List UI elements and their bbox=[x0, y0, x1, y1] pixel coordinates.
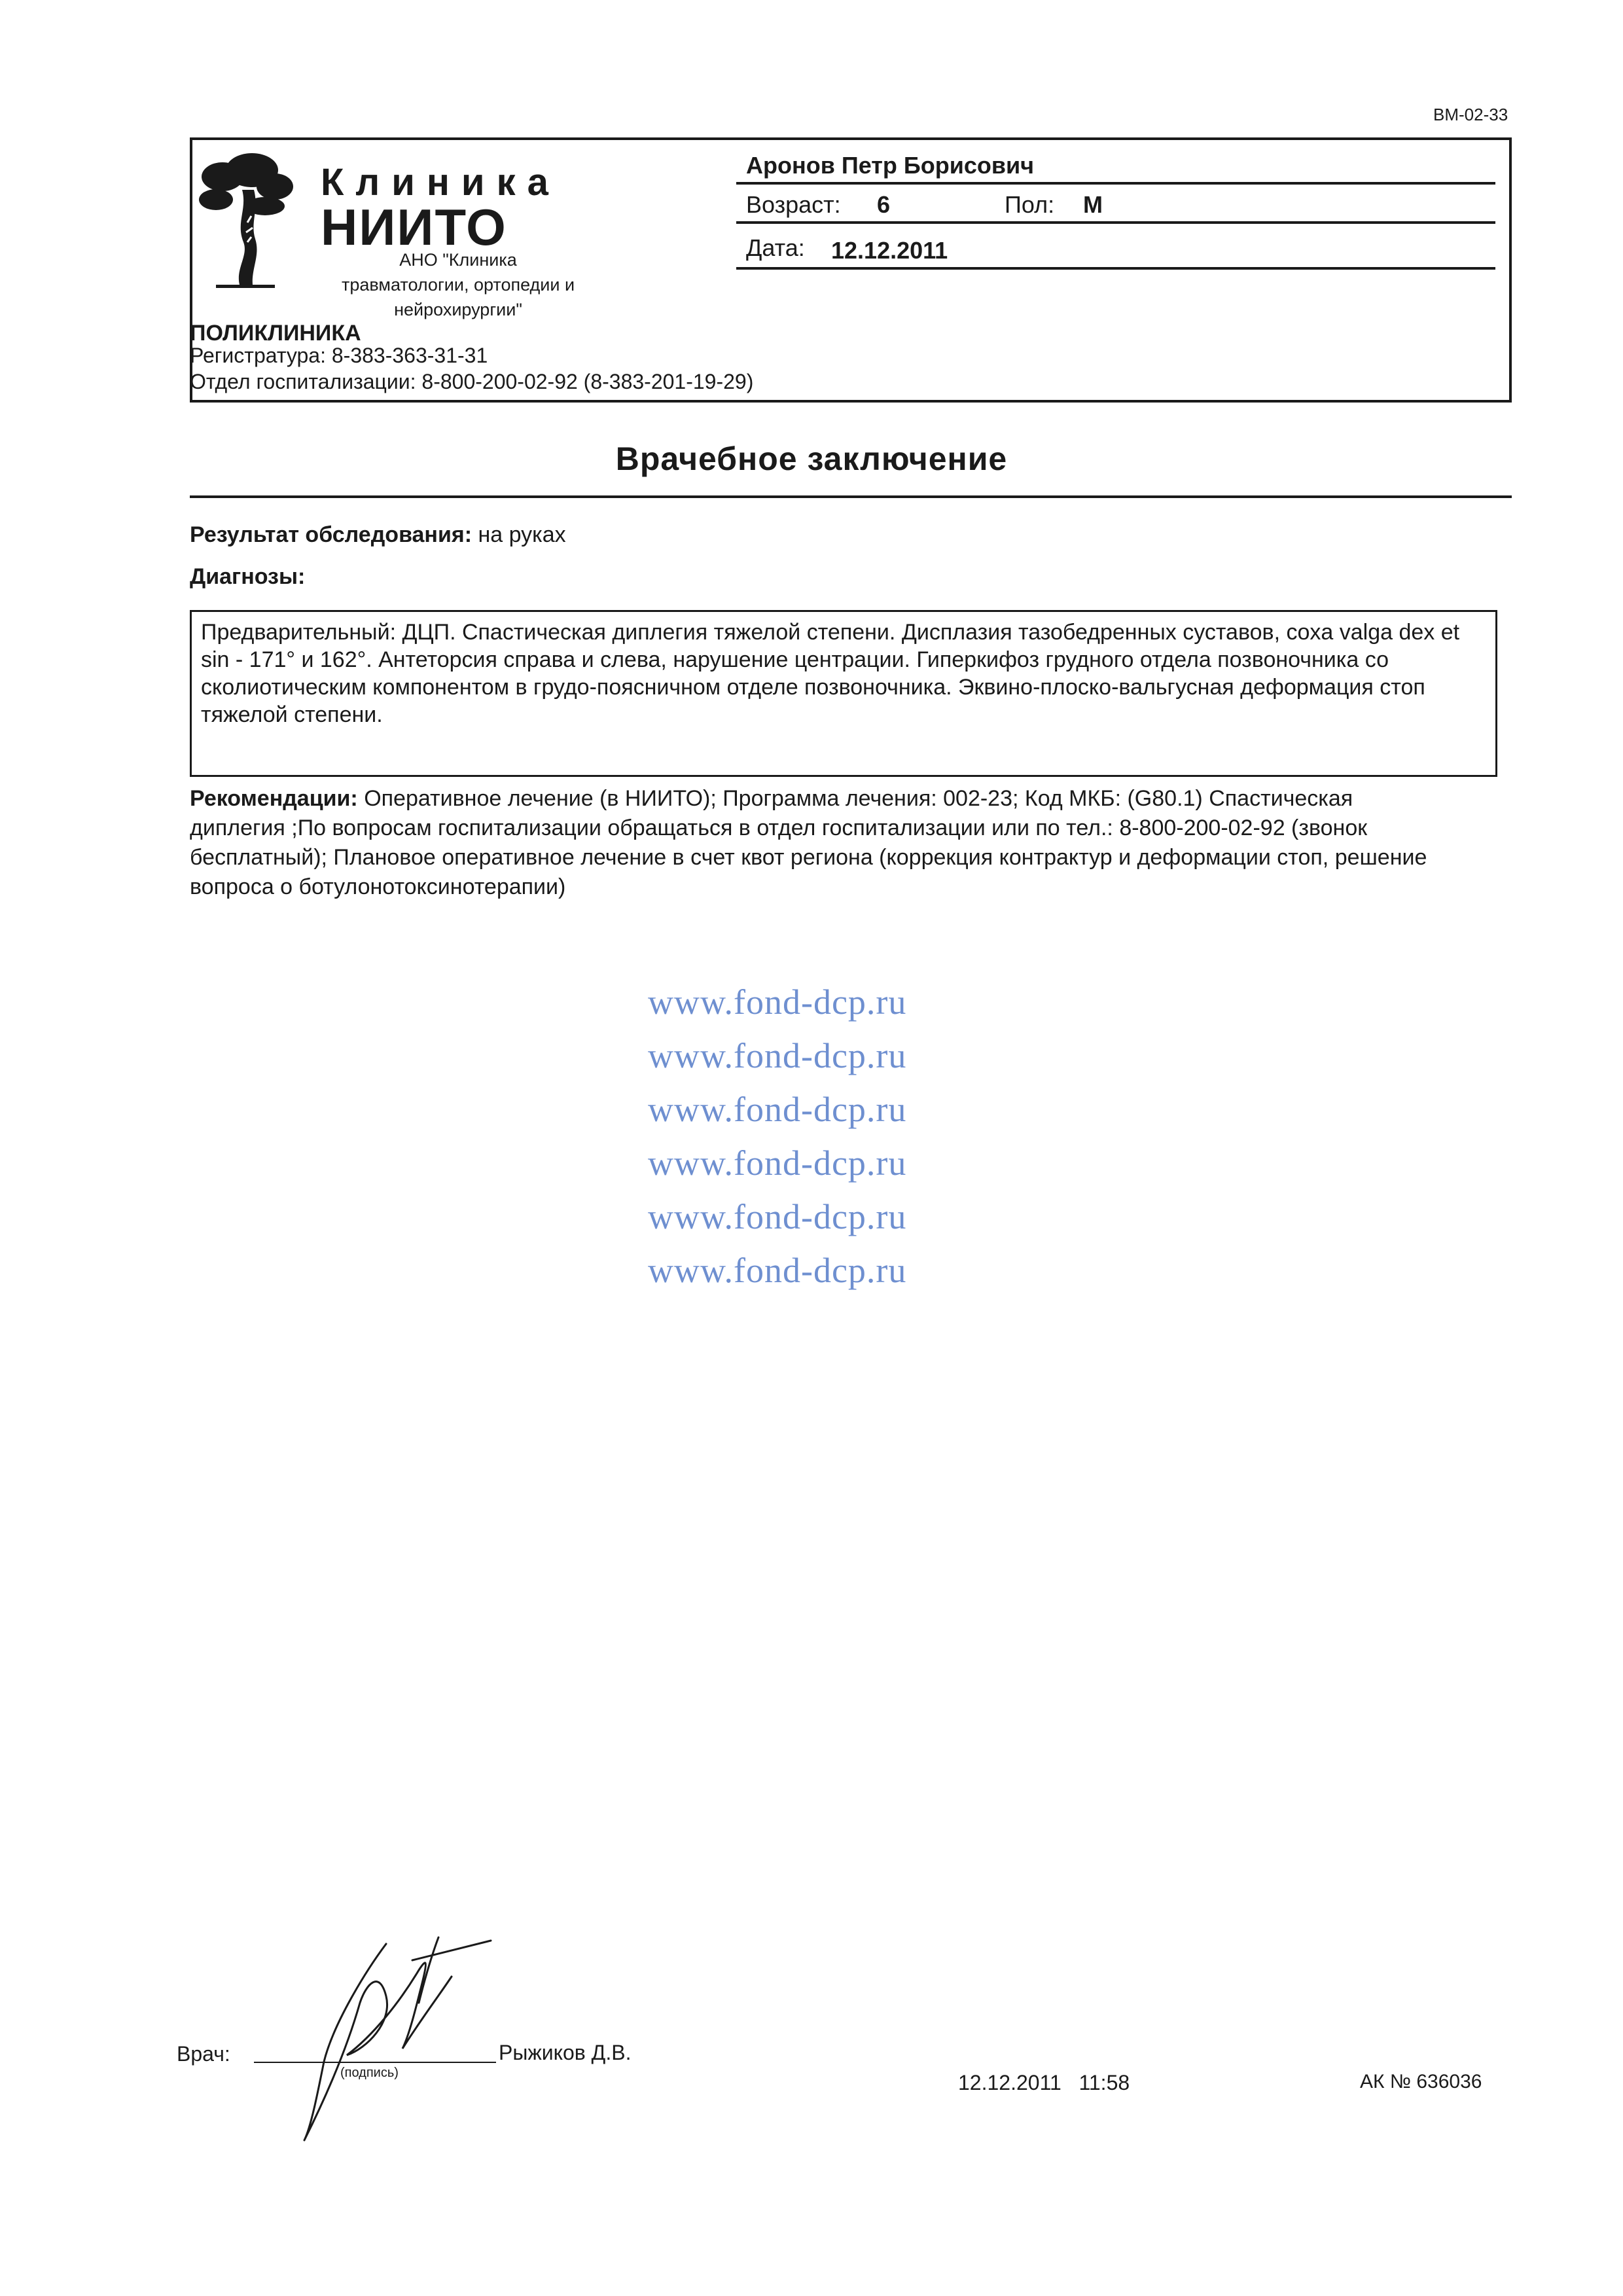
date-value: 12.12.2011 bbox=[831, 237, 948, 264]
hospitalization-phone: Отдел госпитализации: 8-800-200-02-92 (8-383-201-19-29) bbox=[190, 370, 754, 393]
sex-label: Пол: bbox=[1005, 191, 1055, 218]
patient-name: Аронов Петр Борисович bbox=[746, 152, 1035, 179]
sex-value: М bbox=[1083, 191, 1103, 218]
form-code: ВМ-02-33 bbox=[1433, 105, 1508, 124]
date-label: Дата: bbox=[746, 234, 805, 261]
doctor-name: Рыжиков Д.В. bbox=[499, 2041, 632, 2064]
clinic-description: АНО "Клиника травматологии, ортопедии и нейрохирургии" bbox=[341, 250, 575, 319]
clinic-word: Клиника bbox=[321, 161, 560, 204]
document-number: АК № 636036 bbox=[1360, 2071, 1482, 2092]
age-label: Возраст: bbox=[746, 191, 841, 218]
recommendations-block bbox=[190, 784, 1453, 902]
exam-result-label: Результат обследования: bbox=[190, 522, 473, 547]
exam-result-value: на руках bbox=[478, 522, 566, 547]
recommendations-text: Оперативное лечение (в НИИТО); Программа лечения: 002-23; Код МКБ: (G80.1) Спастическая диплегия ;По вопросам госпитализации обращаться в отдел госпитализации или по тел.: 8-800-200-02-92 (звонок бесплатный); Плановое оперативное лечение в счет квот региона (коррекция контрактур и деформации стоп, решение вопроса о ботулонотоксинотерапии) bbox=[190, 786, 1427, 899]
document-title: Врачебное заключение bbox=[615, 440, 1008, 477]
diagnosis-box bbox=[190, 610, 1497, 777]
diagnosis-text: Предварительный: ДЦП. Спастическая диплегия тяжелой степени. Дисплазия тазобедренных суставов, coxa valga dex et sin - 171° и 162°. Антеторсия справа и слева, нарушение центрации. Гиперкифоз грудного отдела позвоночника со сколиотическим компонентом в грудо-поясничном отделе позвоночника. Эквино-плоско-вальгусная деформация стоп тяжелой степени. bbox=[201, 620, 1460, 727]
recommendations-label: Рекомендации: bbox=[190, 786, 358, 811]
doctor-signature bbox=[288, 1898, 497, 2147]
clinic-name: НИИТО bbox=[321, 198, 507, 256]
divider bbox=[736, 221, 1495, 224]
watermark-line: www.fond-dcp.ru bbox=[648, 1036, 907, 1075]
divider bbox=[736, 267, 1495, 270]
watermark bbox=[648, 975, 975, 1297]
watermark-line: www.fond-dcp.ru bbox=[648, 1197, 907, 1236]
watermark-line: www.fond-dcp.ru bbox=[648, 982, 907, 1022]
department-title: ПОЛИКЛИНИКА bbox=[190, 321, 361, 346]
divider bbox=[736, 182, 1495, 185]
age-value: 6 bbox=[877, 191, 891, 218]
signature-line bbox=[254, 2062, 496, 2063]
diagnoses-label: Диагнозы: bbox=[190, 564, 306, 589]
registry-phone: Регистратура: 8-383-363-31-31 bbox=[190, 344, 488, 367]
doctor-label: Врач: bbox=[177, 2042, 230, 2066]
watermark-line: www.fond-dcp.ru bbox=[648, 1251, 907, 1290]
signature-datetime: 12.12.2011 11:58 bbox=[958, 2071, 1130, 2094]
signature-caption: (подпись) bbox=[340, 2066, 399, 2080]
watermark-line: www.fond-dcp.ru bbox=[648, 1090, 907, 1129]
exam-result-row bbox=[190, 522, 566, 548]
title-divider bbox=[190, 495, 1512, 498]
clinic-tree-logo-icon bbox=[196, 151, 294, 288]
watermark-line: www.fond-dcp.ru bbox=[648, 1143, 907, 1183]
